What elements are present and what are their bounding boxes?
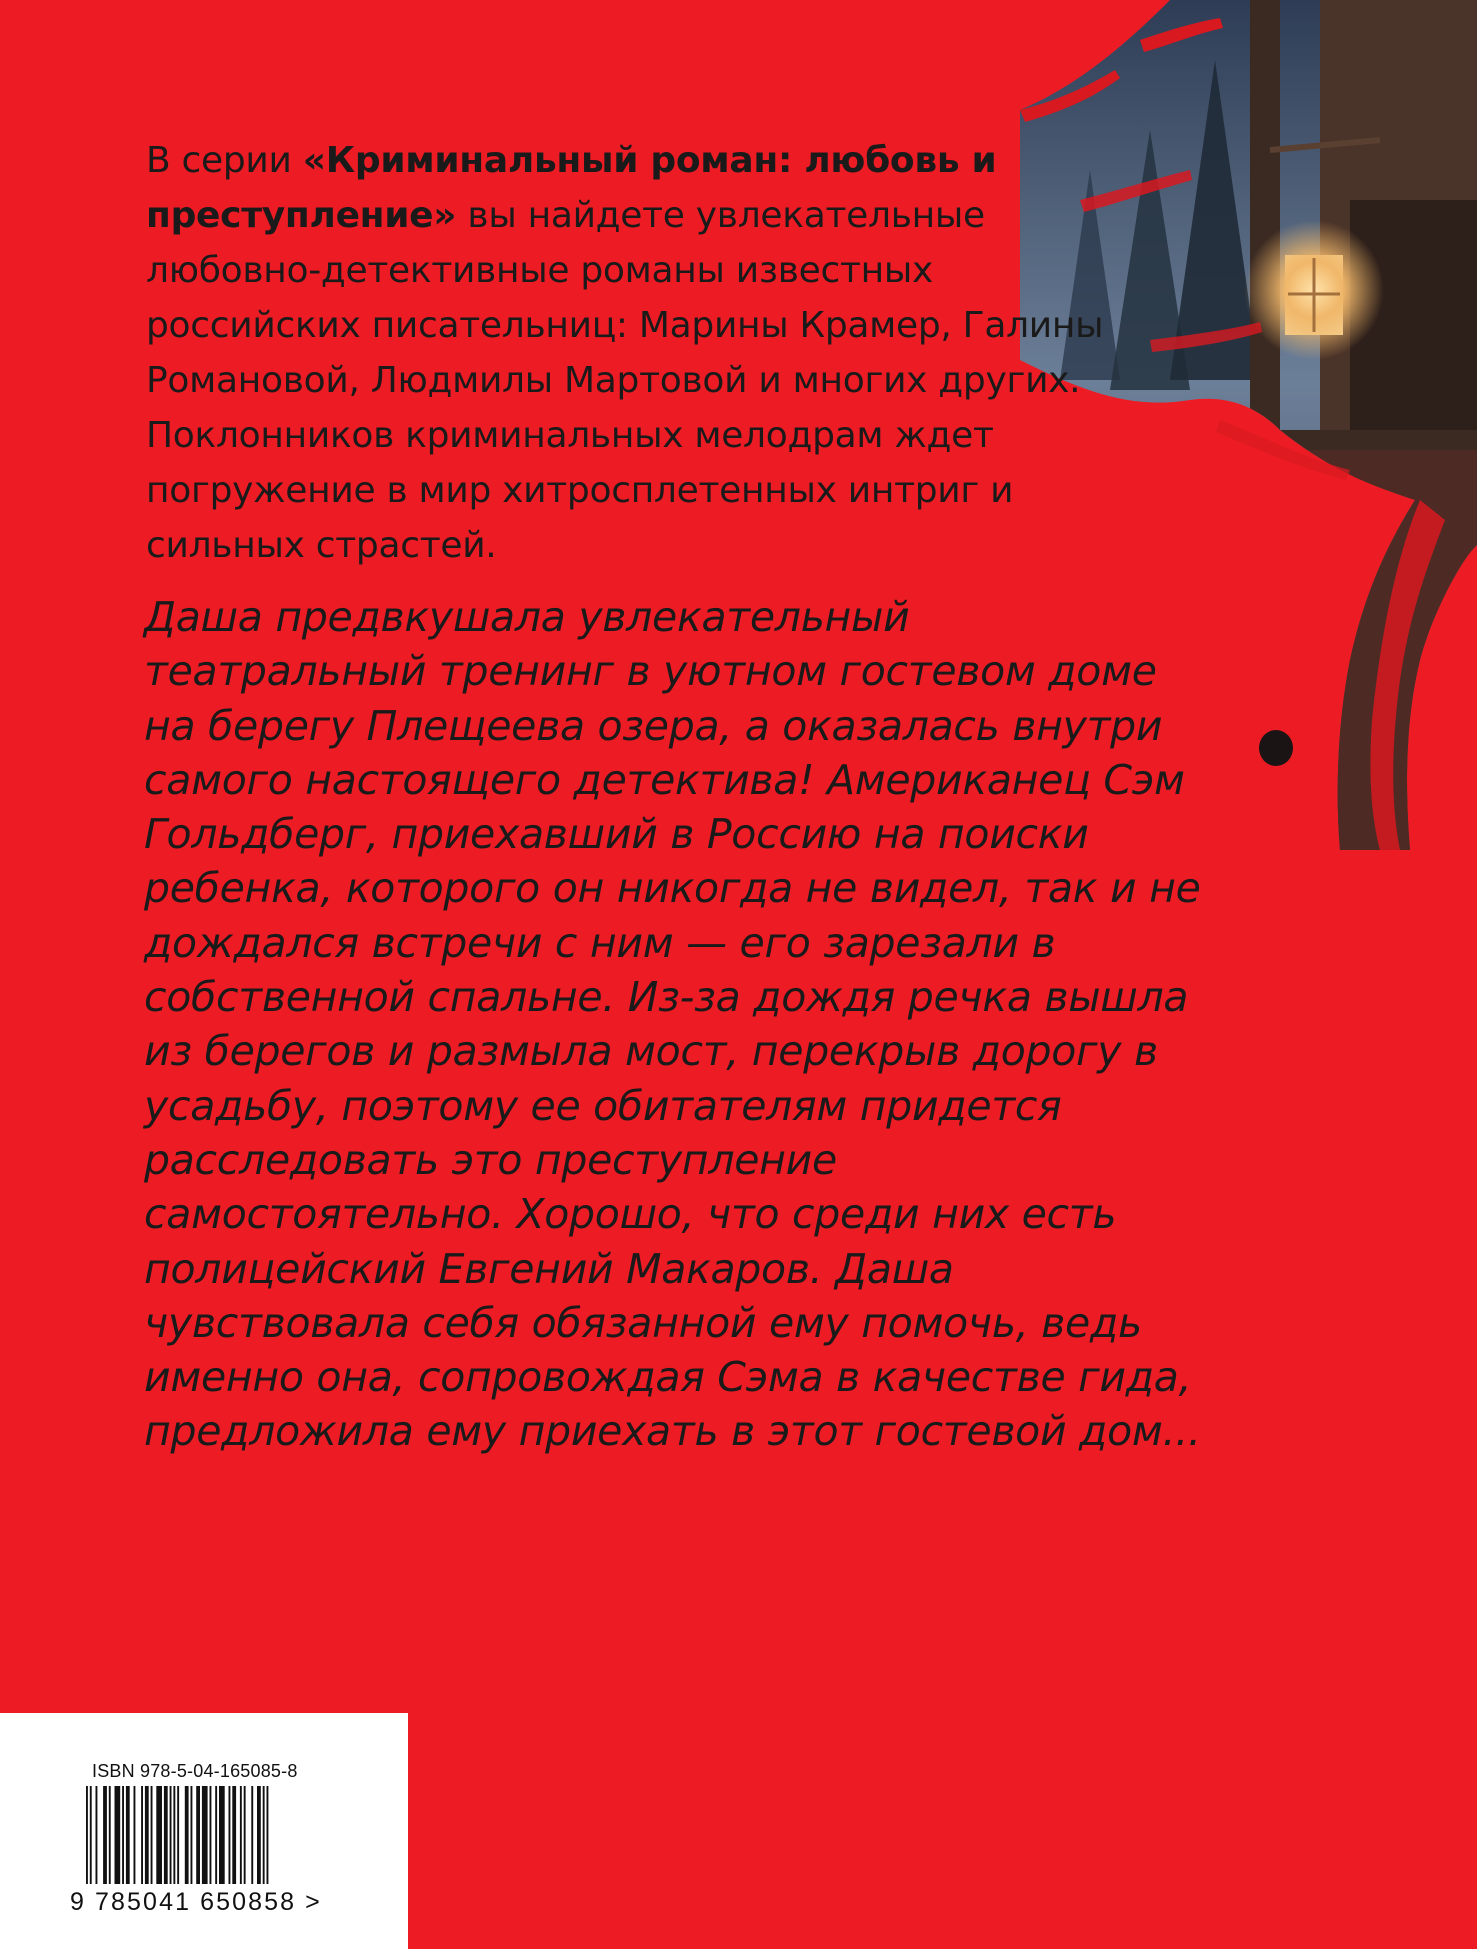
barcode-digits: 9 785041 650858 > bbox=[70, 1888, 322, 1916]
series-body: вы найдете увлекательные любовно-детективные романы известных российских писательниц: Марины Крамер, Галины Романовой, Людмилы Мартовой и многих других. Поклонников криминальных мелодрам ждет погружение в мир хитросплетенных интриг и сильных страстей. bbox=[146, 195, 1104, 566]
isbn-label: ISBN 978-5-04-165085-8 bbox=[92, 1761, 298, 1781]
barcode-bars bbox=[86, 1786, 332, 1884]
series-intro: В серии bbox=[146, 140, 303, 181]
series-name: «Криминальный роман: любовь и преступление» bbox=[146, 140, 997, 236]
series-description bbox=[146, 133, 1126, 573]
book-synopsis: Даша предвкушала увлекательный театральный тренинг в уютном гостевом доме на берегу Плещеева озера, а оказалась внутри самого настоящего детектива! Американец Сэм Гольдберг, приехавший в Россию на поиски ребенка, которого он никогда не видел, так и не дождался встречи с ним — его зарезали в собственной спальне. Из-за дождя речка вышла из берегов и размыла мост, перекрыв дорогу в усадьбу, поэтому ее обитателям придется расследовать это преступление самостоятельно. Хорошо, что среди них есть полицейский Евгений Макаров. Даша чувствовала себя обязанной ему помочь, ведь именно она, сопровождая Сэма в качестве гида, предложила ему приехать в этот гостевой дом... bbox=[144, 593, 1201, 1456]
